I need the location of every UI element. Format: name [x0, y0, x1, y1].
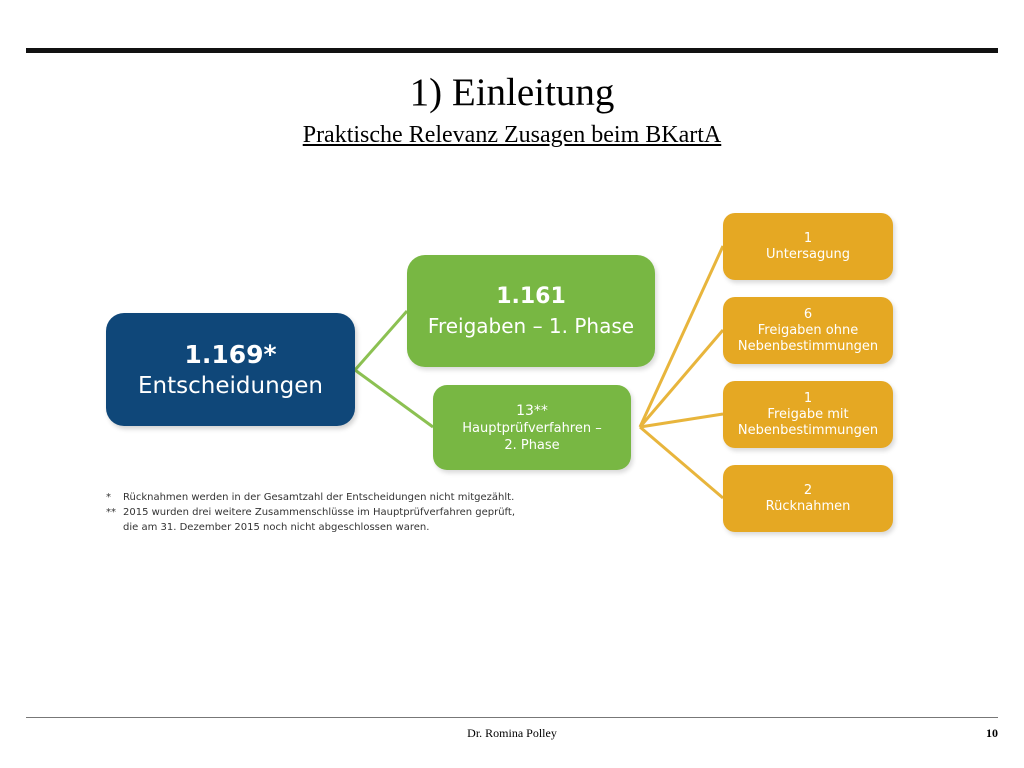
footnote-row — [106, 490, 526, 505]
phase1-number: 1.161 — [496, 284, 566, 309]
outcome-label-line2: Nebenbestimmungen — [737, 422, 879, 438]
phase2-label-line2: 2. Phase — [504, 437, 560, 453]
outcome-number: 2 — [803, 482, 813, 498]
outcome-prohibition-box — [723, 213, 893, 280]
slide-title: 1) Einleitung — [409, 71, 615, 114]
page-number: 10 — [986, 726, 998, 740]
outcome-number: 6 — [803, 306, 813, 322]
connector-root-to-phase1 — [355, 311, 407, 370]
footnote-mark: * — [106, 492, 111, 503]
connector-phase2-to-outcome-3 — [640, 414, 723, 427]
footnote-text: Rücknahmen werden in der Gesamtzahl der Entscheidungen nicht mitgezählt. — [123, 492, 515, 503]
phase1-clearances-box — [407, 255, 655, 367]
outcome-number: 1 — [803, 230, 813, 246]
footnote-row — [106, 505, 526, 520]
connector-root-to-phase2 — [355, 370, 433, 427]
root-decisions-number: 1.169* — [184, 339, 277, 369]
root-decisions-label: Entscheidungen — [138, 372, 323, 399]
outcome-label-line1: Rücknahmen — [765, 498, 851, 514]
outcome-label-line1: Freigaben ohne — [757, 322, 859, 338]
outcome-clearance-with-conditions-box — [723, 381, 893, 448]
footnote-mark: ** — [106, 507, 116, 518]
bottom-rule — [26, 717, 998, 718]
phase2-label-line1: Hauptprüfverfahren – — [462, 420, 602, 436]
outcome-label-line1: Untersagung — [766, 246, 850, 262]
outcome-label-line2: Nebenbestimmungen — [737, 338, 879, 354]
footnote-text: 2015 wurden drei weitere Zusammenschlüsse im Hauptprüfverfahren geprüft, — [123, 507, 516, 518]
footnotes — [106, 490, 526, 535]
connector-phase2-to-outcome-4 — [640, 427, 723, 498]
footnote-row — [106, 520, 526, 535]
footnote-text: die am 31. Dezember 2015 noch nicht abgeschlossen waren. — [123, 522, 430, 533]
outcome-clearance-without-conditions-box — [723, 297, 893, 364]
phase2-main-review-box — [433, 385, 631, 470]
slide-subtitle: Praktische Relevanz Zusagen beim BKartA — [302, 122, 722, 148]
outcome-label-line1: Freigabe mit — [767, 406, 849, 422]
outcome-number: 1 — [803, 390, 813, 406]
outcome-withdrawals-box — [723, 465, 893, 532]
root-decisions-box — [106, 313, 355, 426]
phase2-number: 13** — [516, 402, 548, 419]
footer-author: Dr. Romina Polley — [467, 726, 557, 740]
phase1-label: Freigaben – 1. Phase — [427, 314, 635, 338]
